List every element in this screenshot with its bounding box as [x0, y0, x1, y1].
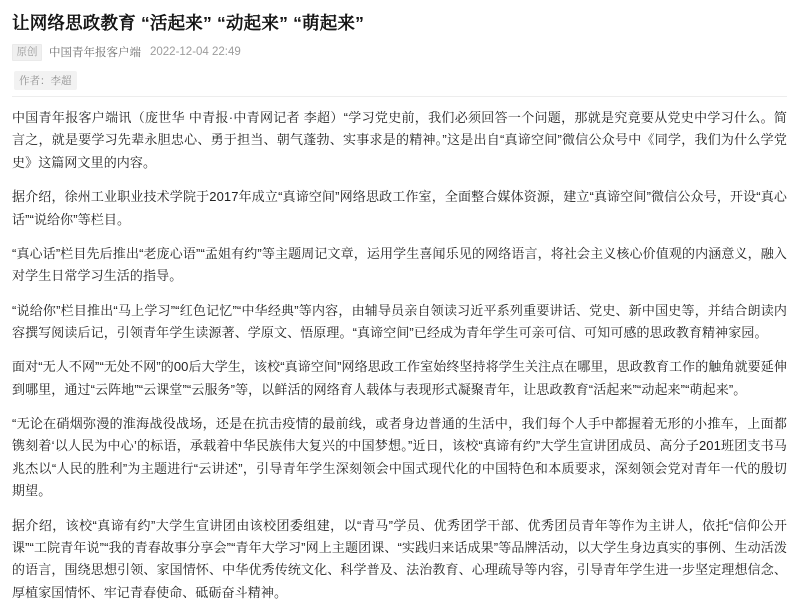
author-label: 作者：李超 — [14, 71, 77, 90]
original-badge: 原创 — [12, 44, 42, 62]
paragraph: “说给你”栏目推出“马上学习”“红色记忆”“中华经典”等内容，由辅导员亲自领读习近平系列重要讲话、党史、新中国史等，并结合朗读内容撰写阅读后记，引领青年学生读源著、学原文、悟原理。“真谛空间”已经成为青年学生可亲可信、可知可感的思政教育精神家园。 — [12, 302, 787, 340]
author-row — [14, 71, 787, 90]
paragraph: “真心话”栏目先后推出“老庞心语”“孟姐有约”等主题周记文章，运用学生喜闻乐见的网络语言，将社会主义核心价值观的内涵意义，融入对学生日常学习生活的指导。 — [12, 245, 787, 284]
paragraph: “无论在硝烟弥漫的淮海战役战场，还是在抗击疫情的最前线，或者身边普通的生活中，我们每个人手中都握着无形的小推车，上面都镌刻着‘以人民为中心’的标语，承载着中华民族伟大复兴的中国梦想。”近日，该校“真谛有约”大学生宣讲团成员、高分子201班团支书马兆杰以“人民的胜利”为主题进行“云讲述”，引导青年学生深刻领会中国式现代化的中国特色和本质要求，深刻领会党对青年一代的殷切期望。 — [12, 416, 787, 499]
article-meta — [12, 44, 787, 62]
page-title: 让网络思政教育 “活起来” “动起来” “萌起来” — [12, 13, 365, 33]
paragraph: 面对“无人不网”“无处不网”的00后大学生，该校“真谛空间”网络思政工作室始终坚持将学生关注点在哪里，思政教育工作的触角就要延伸到哪里，通过“云阵地”“云课堂”“云服务”等，以鲜活的网络育人载体与表现形式凝聚青年，让思政教育“活起来”“动起来”“萌起来”。 — [12, 359, 787, 397]
source-label[interactable]: 中国青年报客户端 — [49, 47, 141, 60]
article-body — [12, 107, 787, 604]
paragraph: 据介绍，该校“真谛有约”大学生宣讲团由该校团委组建，以“青马”学员、优秀团学干部、优秀团员青年等作为主讲人，依托“信仰公开课”“工院青年说”“我的青春故事分享会”“青年大学习”网上主题团课、“实践归来话成果”等品牌活动，以大学生身边真实的事例、生动活泼的语言，围绕思想引领、家国情怀、中华优秀传统文化、科学普及、法治教育、心理疏导等内容，引导青年学生进一步坚定理想信念、厚植家国情怀、牢记青春使命、砥砺奋斗精神。 — [12, 517, 787, 600]
paragraph: 中国青年报客户端讯（庞世华 中青报·中青网记者 李超）“学习党史前，我们必须回答一个问题，那就是究竟要从党史中学习什么。简言之，就是要学习先辈永胆忠心、勇于担当、朝气蓬勃、实事求是的精神。”这是出自“真谛空间”微信公众号中《同学，我们为什么学党史》这篇网文里的内容。 — [12, 110, 787, 170]
meta-divider — [12, 96, 787, 97]
timestamp-label: 2022-12-04 22:49 — [150, 46, 241, 59]
paragraph: 据介绍，徐州工业职业技术学院于2017年成立“真谛空间”网络思政工作室，全面整合媒体资源，建立“真谛空间”微信公众号，开设“真心话”“说给你”等栏目。 — [12, 189, 787, 227]
